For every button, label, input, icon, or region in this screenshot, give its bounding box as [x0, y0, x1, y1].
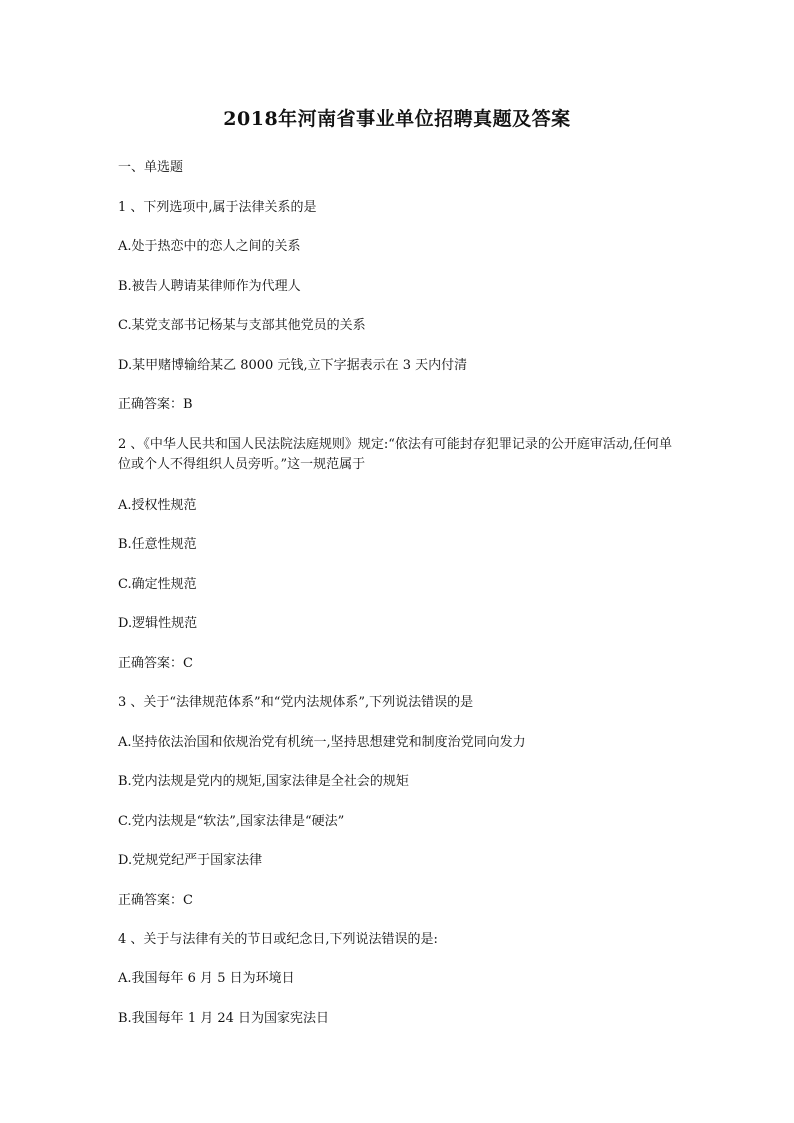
document-title: 2018年河南省事业单位招聘真题及答案 — [223, 108, 571, 130]
question-1-option-b: B.被告人聘请某律师作为代理人 — [118, 279, 301, 294]
question-3-option-d: D.党规党纪严于国家法律 — [118, 853, 263, 868]
question-4-option-b: B.我国每年 1 月 24 日为国家宪法日 — [118, 1011, 330, 1026]
question-3-option-b: B.党内法规是党内的规矩,国家法律是全社会的规矩 — [118, 774, 409, 789]
question-2-option-d: D.逻辑性规范 — [118, 616, 198, 631]
question-4-stem: 4 、关于与法律有关的节日或纪念日,下列说法错误的是: — [118, 932, 438, 947]
question-3-answer: 正确答案：C — [118, 893, 193, 908]
question-2-stem: 2 、《中华人民共和国人民法院法庭规则》规定:“依法有可能封存犯罪记录的公开庭审活动,任何单位或个人不得组织人员旁听。”这一规范属于 — [118, 437, 673, 472]
section-heading: 一、单选题 — [118, 160, 184, 175]
question-2-answer: 正确答案：C — [118, 656, 193, 671]
question-3-stem: 3 、关于“法律规范体系”和“党内法规体系”,下列说法错误的是 — [118, 695, 474, 710]
question-3-option-c: C.党内法规是“软法”,国家法律是“硬法” — [118, 814, 345, 829]
question-1-answer: 正确答案：B — [118, 397, 193, 412]
question-2-option-a: A.授权性规范 — [118, 498, 197, 513]
question-4-option-a: A.我国每年 6 月 5 日为环境日 — [118, 971, 295, 986]
question-1-stem: 1 、下列选项中,属于法律关系的是 — [118, 200, 317, 215]
question-2-option-b: B.任意性规范 — [118, 537, 197, 552]
question-1-option-d: D.某甲赌博输给某乙 8000 元钱,立下字据表示在 3 天内付清 — [118, 358, 468, 373]
question-2-option-c: C.确定性规范 — [118, 577, 197, 592]
question-1-option-c: C.某党支部书记杨某与支部其他党员的关系 — [118, 318, 366, 333]
question-1-option-a: A.处于热恋中的恋人之间的关系 — [118, 239, 301, 254]
question-3-option-a: A.坚持依法治国和依规治党有机统一,坚持思想建党和制度治党同向发力 — [118, 735, 526, 750]
